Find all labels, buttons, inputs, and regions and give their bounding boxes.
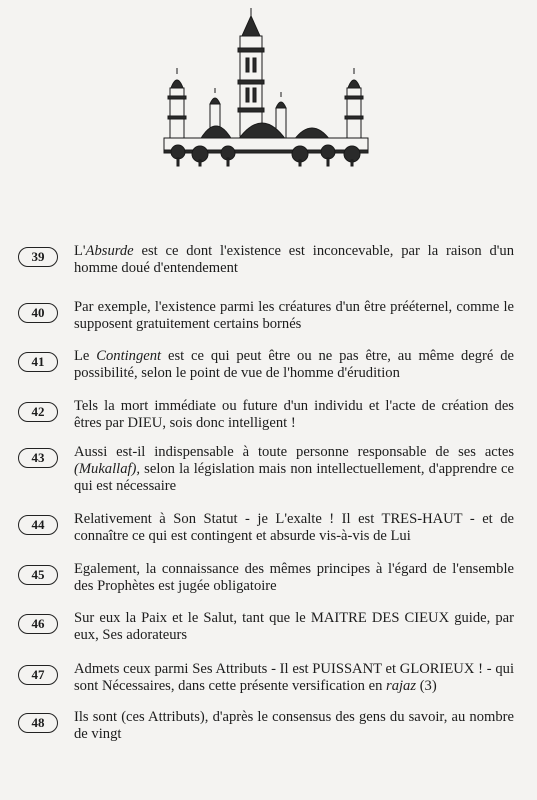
italic-term: rajaz (386, 678, 417, 694)
verse-number-badge: 43 (18, 448, 58, 468)
text-run: est ce dont l'existence est inconcevable, par la raison d'un homme doué d'entendement (74, 243, 514, 276)
verse-number-badge: 47 (18, 665, 58, 685)
verse-number-badge: 45 (18, 565, 58, 585)
verse-number-badge: 40 (18, 303, 58, 323)
verse-text (74, 398, 514, 432)
mosque-illustration-icon (160, 8, 372, 168)
text-run: Le (74, 348, 97, 364)
verse-number-badge: 39 (18, 247, 58, 267)
verse-number-badge: 46 (18, 614, 58, 634)
verse-number-badge: 41 (18, 352, 58, 372)
text-run: (3) (416, 678, 437, 694)
text-run: Relativement à Son Statut - je L'exalte ! Il est TRES-HAUT - et de connaître ce qui est contingent et absurde vis-à-vis de Lui (74, 511, 514, 544)
verse-text (74, 610, 514, 644)
verse-number-badge: 42 (18, 402, 58, 422)
italic-term: Contingent (96, 348, 162, 364)
verse-number-badge: 48 (18, 713, 58, 733)
text-run: Egalement, la connaissance des mêmes principes à l'égard de l'ensemble des Prophètes est jugée obligatoire (74, 561, 514, 594)
verse-text (74, 444, 514, 495)
verse-text (74, 299, 514, 333)
text-run: Ils sont (ces Attributs), d'après le consensus des gens du savoir, au nombre de vingt (74, 709, 514, 742)
verse-text (74, 511, 514, 545)
text-run: L' (74, 243, 86, 259)
text-run: Admets ceux parmi Ses Attributs - Il est PUISSANT et GLORIEUX ! - qui sont Nécessaires, dans cette présente versification en (74, 661, 514, 694)
italic-term: Absurde (85, 243, 134, 259)
text-run: Par exemple, l'existence parmi les créatures d'un être prééternel, comme le supposent gratuitement certains bornés (74, 299, 514, 332)
text-run: Tels la mort immédiate ou future d'un individu et l'acte de création des êtres par DIEU, sois donc intelligent ! (74, 398, 514, 431)
verse-number-badge: 44 (18, 515, 58, 535)
text-run: Sur eux la Paix et le Salut, tant que le MAITRE DES CIEUX guide, par eux, Ses adorateurs (74, 610, 514, 643)
italic-term: (Mukallaf), (74, 461, 141, 477)
verse-text (74, 661, 514, 695)
text-run: est ce qui peut être ou ne pas être, au même degré de possibilité, selon le point de vue de l'homme d'érudition (74, 348, 514, 381)
verse-text (74, 243, 514, 277)
verse-text (74, 348, 514, 382)
verse-text (74, 709, 514, 743)
text-run: Aussi est-il indispensable à toute personne responsable de ses actes (74, 444, 514, 460)
text-run: selon la législation mais non intellectuellement, d'apprendre ce qui est nécessaire (74, 461, 514, 494)
verse-text (74, 561, 514, 595)
